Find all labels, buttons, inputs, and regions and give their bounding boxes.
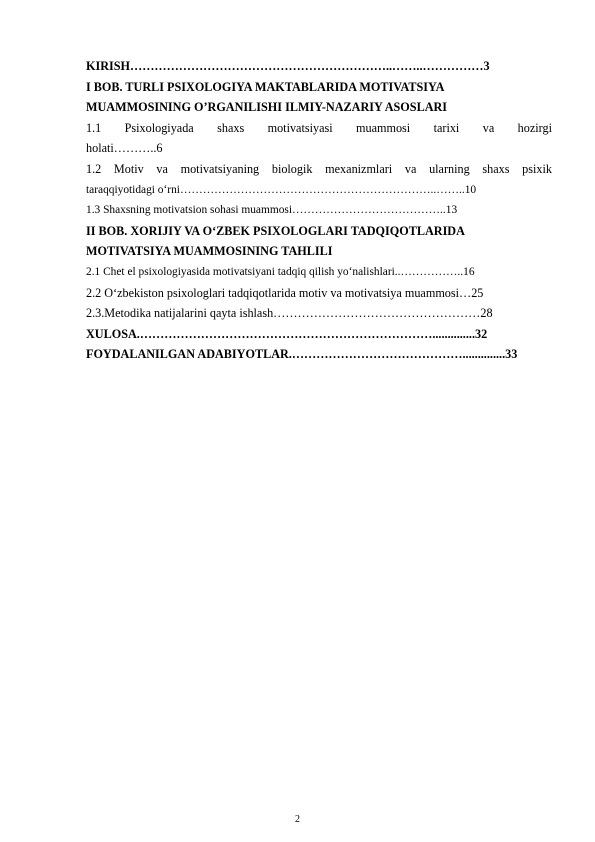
toc-word: biologik bbox=[271, 161, 313, 176]
toc-word: hozirgi bbox=[517, 120, 552, 135]
toc-word: va bbox=[482, 120, 495, 135]
toc-entry-adabiyotlar: FOYDALANILGAN ADABIYOTLAR.……………………………………..............33 bbox=[86, 347, 518, 362]
toc-entry-1-3: 1.3 Shaxsning motivatsion sohasi muammosi…………………………………..13 bbox=[86, 204, 458, 217]
toc-word: shaxs bbox=[482, 161, 510, 176]
toc-chapter1-title-line2: MUAMMOSINING O’RGANILISHI ILMIY-NAZARIY ASOSLARI bbox=[86, 100, 448, 115]
toc-word: motivatsiyasi bbox=[267, 120, 333, 135]
toc-word: 1.1 bbox=[86, 120, 102, 135]
toc-entry-kirish: KIRISH………………………………………………………..……..……………3 bbox=[86, 59, 490, 73]
toc-entry-2-1: 2.1 Chet el psixologiyasida motivatsiyani tadqiq qilish yo‘nalishlari..……………..16 bbox=[86, 265, 475, 278]
table-of-contents bbox=[86, 56, 552, 365]
toc-chapter2-title-line2: MOTIVATSIYA MUAMMOSINING TAHLILI bbox=[86, 244, 333, 259]
toc-word: tarixi bbox=[433, 120, 460, 135]
toc-word: shaxs bbox=[217, 120, 245, 135]
toc-word: ularning bbox=[429, 161, 470, 176]
toc-entry-1-1-line2: holati………..6 bbox=[86, 141, 163, 156]
toc-entry-1-2-line1 bbox=[86, 159, 552, 180]
toc-chapter2-title-line1: II BOB. XORIJIY VA O‘ZBEK PSIXOLOGLARI TADQIQOTLARIDA bbox=[86, 223, 465, 238]
toc-word: psixik bbox=[522, 161, 552, 176]
toc-word: Motiv bbox=[113, 161, 144, 176]
toc-word: 1.2 bbox=[86, 161, 102, 176]
toc-entry-2-2: 2.2 O‘zbekiston psixologlari tadqiqotlarida motiv va motivatsiya muammosi…25 bbox=[86, 285, 484, 300]
toc-word: muammosi bbox=[356, 120, 411, 135]
toc-entry-1-2-line2: taraqqiyotidagi o‘rni…………………………………………………………..……..10 bbox=[86, 183, 477, 196]
toc-word: va bbox=[156, 161, 168, 176]
toc-word: motivatsiyaning bbox=[180, 161, 260, 176]
toc-word: va bbox=[404, 161, 417, 176]
toc-word: mexanizmlari bbox=[325, 161, 393, 176]
toc-entry-2-3: 2.3.Metodika natijalarini qayta ishlash……………………………………………28 bbox=[86, 306, 493, 321]
toc-entry-1-1-line1 bbox=[86, 118, 552, 139]
page-number: 2 bbox=[295, 814, 300, 825]
toc-entry-xulosa: XULOSA.………………………………………………………………..............32 bbox=[86, 326, 488, 341]
toc-chapter1-title-line1: I BOB. TURLI PSIXOLOGIYA MAKTABLARIDA MOTIVATSIYA bbox=[86, 79, 445, 94]
toc-word: Psixologiyada bbox=[124, 120, 194, 135]
